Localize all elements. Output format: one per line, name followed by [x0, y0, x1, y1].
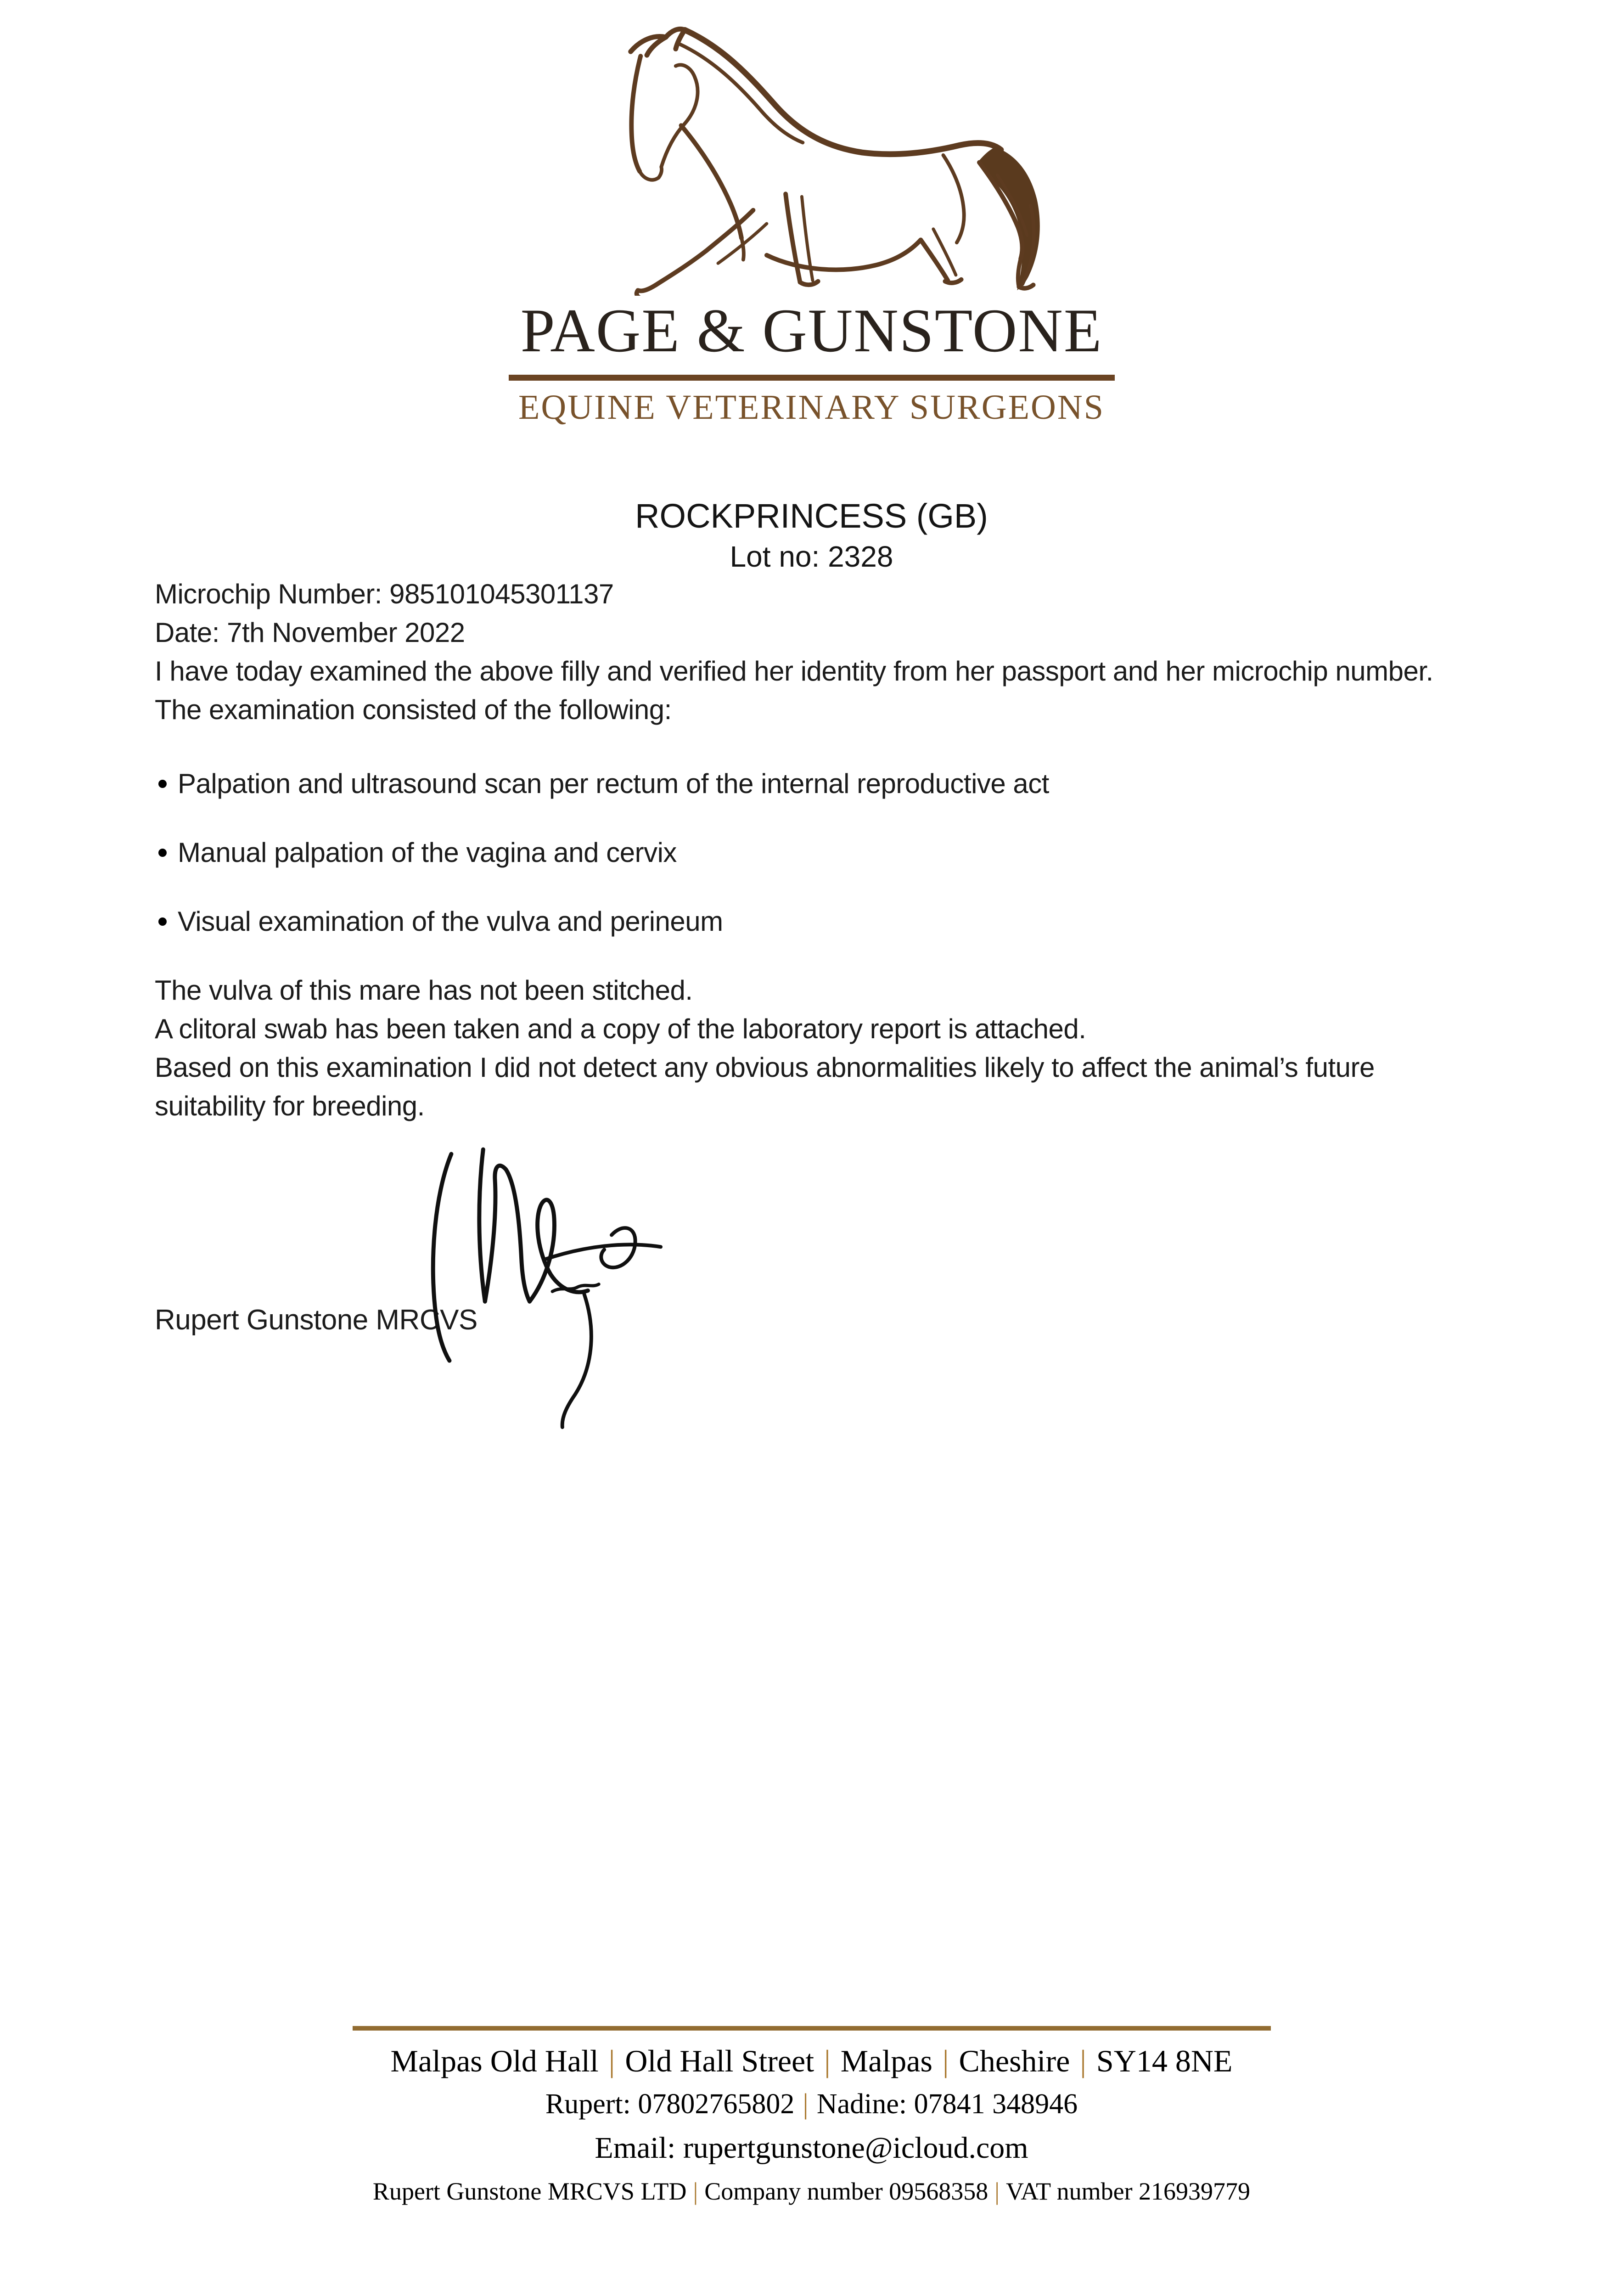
exam-bullet-list — [155, 765, 1461, 941]
exam-bullet-text: Palpation and ultrasound scan per rectum of the internal reproductive act — [178, 768, 1049, 799]
footer-email-line: Email: rupertgunstone@icloud.com — [595, 2131, 1028, 2165]
address-part: Malpas — [840, 2043, 932, 2078]
letter-body — [155, 575, 1461, 1341]
intro-paragraph: I have today examined the above filly and verified her identity from her passport and her microchip number. — [155, 655, 1433, 687]
microchip-line: Microchip Number: 985101045301137 — [155, 578, 614, 609]
brand-tagline: EQUINE VETERINARY SURGEONS — [518, 388, 1105, 427]
footer-company-line — [0, 2175, 1623, 2207]
company-part: Company number 09568358 — [704, 2177, 988, 2205]
exam-bullet-text: Visual examination of the vulva and perineum — [178, 906, 723, 937]
letter-footer — [0, 2026, 1623, 2207]
footer-separator: | — [803, 2088, 809, 2120]
bullet-dot-icon — [158, 849, 167, 857]
footer-separator: | — [693, 2177, 698, 2205]
address-part: Cheshire — [959, 2043, 1070, 2078]
bullet-dot-icon — [158, 780, 167, 788]
company-part: Rupert Gunstone MRCVS LTD — [372, 2177, 687, 2205]
vulva-statement: The vulva of this mare has not been stitched. — [155, 974, 693, 1006]
phone-part: Rupert: 07802765802 — [545, 2088, 795, 2120]
swab-statement: A clitoral swab has been taken and a copy of the laboratory report is attached. — [155, 1013, 1086, 1044]
exam-bullet-item — [155, 902, 1461, 941]
brand-header — [0, 0, 1623, 425]
footer-separator: | — [994, 2177, 1000, 2205]
horse-logo-icon — [571, 12, 1053, 296]
exam-intro-paragraph: The examination consisted of the following: — [155, 694, 672, 725]
exam-bullet-item — [155, 765, 1461, 803]
brand-divider — [509, 375, 1115, 381]
footer-separator: | — [942, 2043, 949, 2078]
footer-address-line — [0, 2041, 1623, 2081]
subject-title-block — [0, 497, 1623, 575]
company-part: VAT number 216939779 — [1006, 2177, 1251, 2205]
exam-bullet-item — [155, 833, 1461, 872]
footer-separator: | — [608, 2043, 615, 2078]
date-line: Date: 7th November 2022 — [155, 617, 465, 648]
signature-image — [338, 1141, 666, 1440]
footer-separator: | — [824, 2043, 831, 2078]
address-part: Old Hall Street — [625, 2043, 814, 2078]
lot-number: Lot no: 2328 — [730, 540, 893, 573]
phone-part: Nadine: 07841 348946 — [816, 2088, 1078, 2120]
exam-bullet-text: Manual palpation of the vagina and cervix — [178, 837, 677, 868]
footer-divider — [353, 2026, 1271, 2031]
brand-name: PAGE & GUNSTONE — [520, 297, 1103, 365]
signer-name: Rupert Gunstone MRCVS — [155, 1304, 477, 1336]
horse-name-title: ROCKPRINCESS (GB) — [635, 496, 988, 535]
address-part: Malpas Old Hall — [390, 2043, 599, 2078]
conclusion-paragraph: Based on this examination I did not detect any obvious abnormalities likely to affect the animal’s future suitability for breeding. — [155, 1052, 1375, 1121]
footer-separator: | — [1080, 2043, 1086, 2078]
bullet-dot-icon — [158, 917, 167, 926]
address-part: SY14 8NE — [1096, 2043, 1233, 2078]
footer-phone-line — [0, 2086, 1623, 2123]
signature-block — [155, 1144, 1461, 1341]
